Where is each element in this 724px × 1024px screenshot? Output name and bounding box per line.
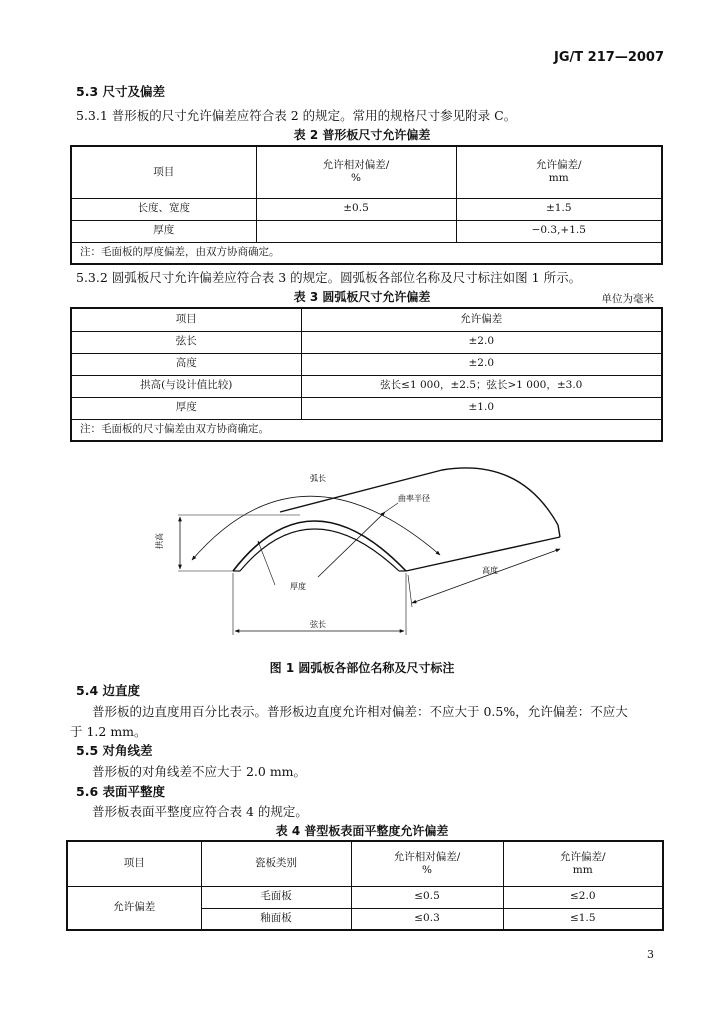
- table-3-caption: 表 3 圆弧板尺寸允许偏差: [293, 290, 431, 304]
- section-5-6-text: 普形板表面平整度应符合表 4 的规定。: [92, 804, 308, 819]
- table-row: [71, 220, 662, 242]
- table-2-cell-abs: −0.3,+1.5: [456, 220, 662, 242]
- thickness-label: 厚度: [290, 582, 306, 591]
- back-side-edge: [558, 525, 560, 537]
- table-2-header-rel: 允许相对偏差/ %: [256, 146, 456, 198]
- section-5-6-title: 5.6 表面平整度: [76, 784, 165, 799]
- table-row: [71, 353, 662, 375]
- table-3-unit: 单位为毫米: [601, 293, 654, 305]
- table-3-note: 注：毛面板的尺寸偏差由双方协商确定。: [71, 419, 662, 441]
- arc-length-label: 弧长: [310, 474, 326, 483]
- table-3-cell-item: 弦长: [71, 331, 301, 353]
- section-5-3-title: 5.3 尺寸及偏差: [76, 84, 165, 99]
- radius-label: 曲率半径: [398, 494, 430, 503]
- table-row: [71, 198, 662, 220]
- section-5-4-text-line1: 普形板的边直度用百分比表示。普形板边直度允许相对偏差：不应大于 0.5%，允许偏差：不应大: [92, 704, 628, 719]
- table-2-cell-item: 厚度: [71, 220, 256, 242]
- rise-label: 拱高: [155, 533, 164, 549]
- table-2-cell-abs: ±1.5: [456, 198, 662, 220]
- section-5-4-title: 5.4 边直度: [76, 683, 140, 698]
- standard-code-header: JG/T 217—2007: [554, 50, 664, 65]
- table-4-header-type: 瓷板类别: [201, 841, 351, 886]
- table-4-cell-abs: ≤1.5: [503, 908, 663, 930]
- table-3-header-val: 允许偏差: [301, 308, 662, 331]
- table-4-header-item: 项目: [67, 841, 201, 886]
- table-4-cell-rel: ≤0.3: [351, 908, 503, 930]
- section-5-5-text: 普形板的对角线差不应大于 2.0 mm。: [92, 764, 307, 779]
- table-2-cell-item: 长度、宽度: [71, 198, 256, 220]
- chord-label: 弦长: [310, 620, 326, 629]
- height-extension: [408, 575, 412, 607]
- table-3-cell-item: 高度: [71, 353, 301, 375]
- figure-1-caption: 图 1 圆弧板各部位名称及尺寸标注: [269, 661, 455, 675]
- height-label: 高度: [482, 566, 498, 575]
- table-4-caption: 表 4 普型板表面平整度允许偏差: [275, 824, 449, 838]
- table-4-cell-rel: ≤0.5: [351, 886, 503, 908]
- page-number: 3: [647, 948, 654, 961]
- table-2-caption: 表 2 普形板尺寸允许偏差: [293, 128, 431, 142]
- table-4-cell-abs: ≤2.0: [503, 886, 663, 908]
- table-3-cell-val: ±1.0: [301, 397, 662, 419]
- arc-length-dimension: [192, 496, 440, 560]
- arc-outer-front: [233, 521, 406, 571]
- section-5-5-title: 5.5 对角线差: [76, 743, 153, 758]
- height-dimension: [412, 549, 560, 603]
- table-3-cell-val: 弦长≤1 000，±2.5；弦长>1 000，±3.0: [301, 375, 662, 397]
- arc-inner-front: [240, 529, 399, 571]
- table-3: [70, 307, 663, 442]
- table-row: [71, 397, 662, 419]
- figure-1-arc-panel-diagram: [140, 465, 580, 645]
- section-5-4-text-line2: 于 1.2 mm。: [70, 724, 147, 739]
- table-4-cell-item: 允许偏差: [67, 886, 201, 930]
- table-3-cell-val: ±2.0: [301, 331, 662, 353]
- section-5-3-2-text: 5.3.2 圆弧板尺寸允许偏差应符合表 3 的规定。圆弧板各部位名称及尺寸标注如图 1 所示。: [76, 270, 582, 285]
- section-5-3-1-text: 5.3.1 普形板的尺寸允许偏差应符合表 2 的规定。常用的规格尺寸参见附录 C。: [76, 108, 517, 123]
- table-4-header-rel: 允许相对偏差/ %: [351, 841, 503, 886]
- table-4-header-abs: 允许偏差/ mm: [503, 841, 663, 886]
- table-4: [66, 840, 664, 931]
- table-3-cell-val: ±2.0: [301, 353, 662, 375]
- table-2-header-item: 项目: [71, 146, 256, 198]
- table-row: [71, 331, 662, 353]
- thickness-leader: [258, 541, 275, 585]
- table-2-note: 注：毛面板的厚度偏差，由双方协商确定。: [71, 242, 662, 264]
- table-4-cell-type: 釉面板: [201, 908, 351, 930]
- table-row: [71, 375, 662, 397]
- table-row: [67, 886, 663, 908]
- table-4-cell-type: 毛面板: [201, 886, 351, 908]
- table-2-cell-rel: ±0.5: [256, 198, 456, 220]
- table-3-header-item: 项目: [71, 308, 301, 331]
- radius-label-leader: [385, 503, 398, 512]
- table-2: [70, 145, 663, 265]
- table-3-cell-item: 拱高(与设计值比较): [71, 375, 301, 397]
- table-2-cell-rel: [256, 220, 456, 242]
- table-3-cell-item: 厚度: [71, 397, 301, 419]
- table-2-header-abs: 允许偏差/ mm: [456, 146, 662, 198]
